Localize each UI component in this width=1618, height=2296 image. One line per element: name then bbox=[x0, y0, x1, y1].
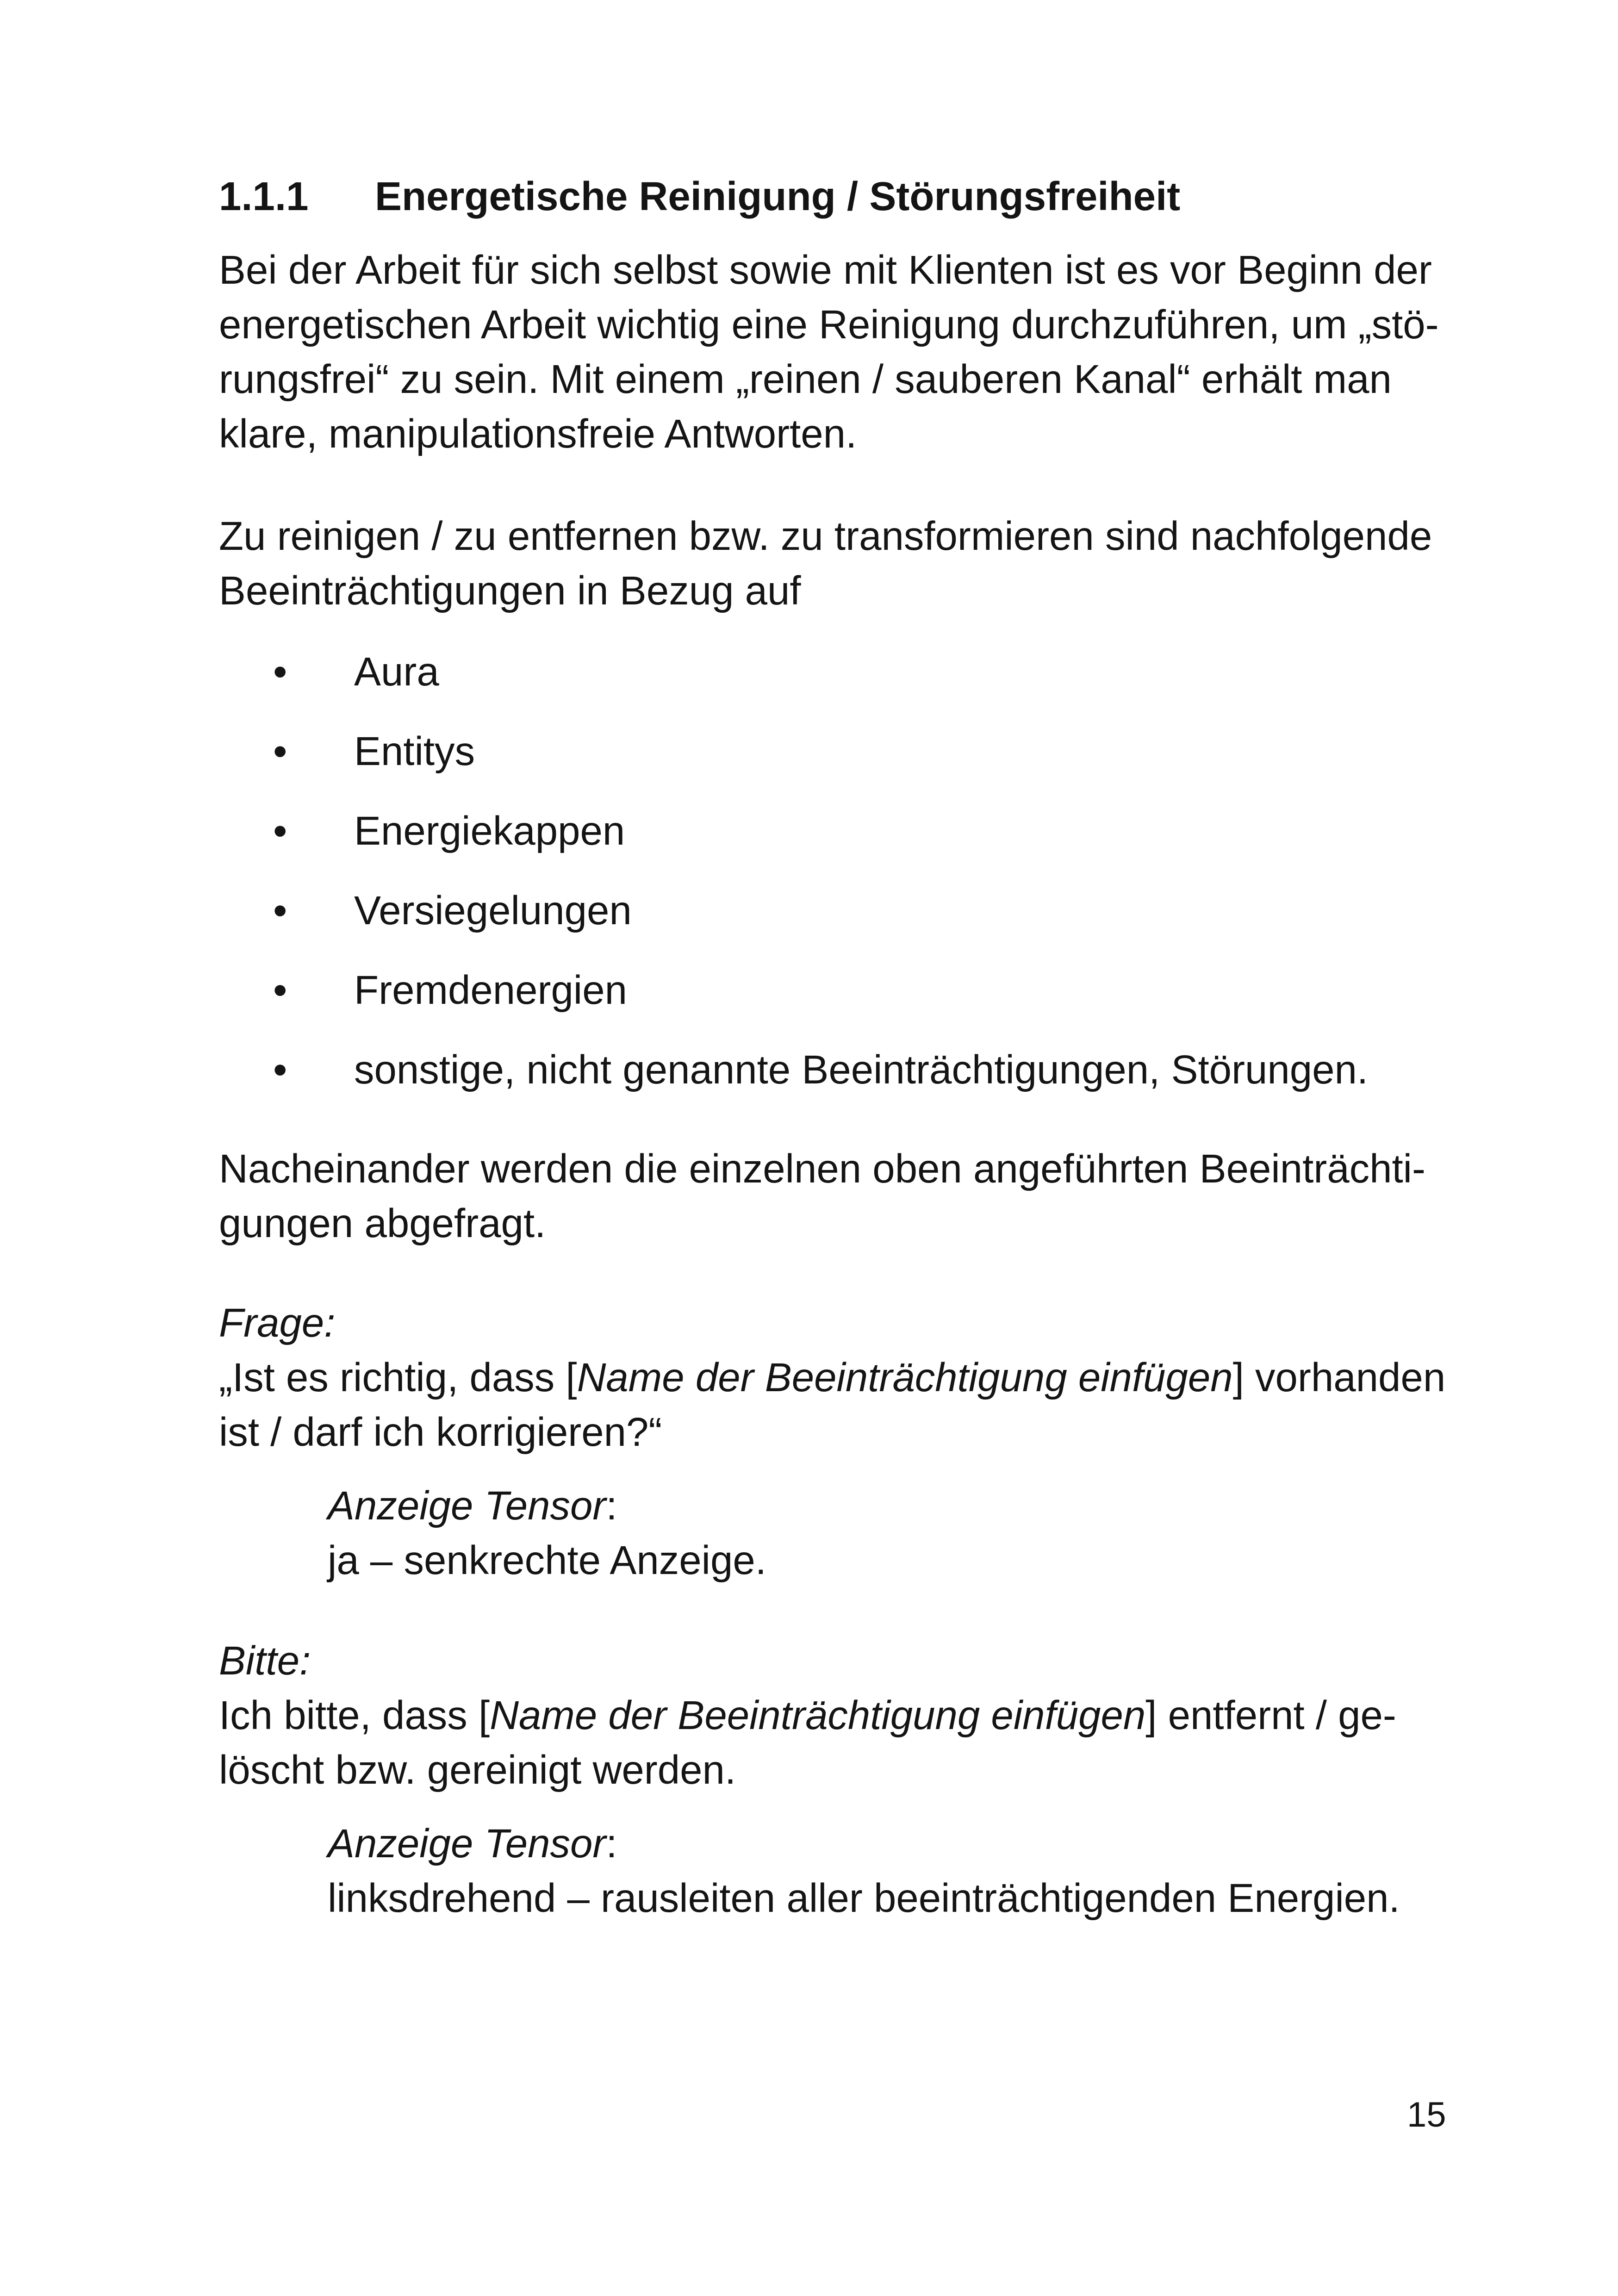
lead-line: Zu reinigen / zu entfernen bzw. zu transformieren sind nachfolgende bbox=[219, 514, 1432, 559]
tensor-label: Anzeige Tensor bbox=[328, 1821, 606, 1866]
list-item-text: sonstige, nicht genannte Beeinträchtigungen, Störungen. bbox=[354, 1047, 1369, 1092]
section-heading bbox=[219, 169, 1180, 224]
question-placeholder: Name der Beeinträchtigung einfügen bbox=[577, 1355, 1233, 1400]
question-label: Frage: bbox=[219, 1300, 336, 1345]
bullet-icon: • bbox=[273, 1047, 287, 1092]
lead-line: Beeinträchtigungen in Bezug auf bbox=[219, 568, 801, 613]
request-text: ] entfernt / ge- bbox=[1145, 1693, 1396, 1738]
bullet-icon: • bbox=[273, 968, 287, 1013]
request-block bbox=[219, 1634, 1469, 1798]
sequence-line: Nacheinander werden die einzelnen oben angeführten Beeinträchti- bbox=[219, 1146, 1425, 1191]
request-text: Ich bitte, dass [ bbox=[219, 1693, 490, 1738]
page-number: 15 bbox=[1407, 2095, 1446, 2134]
question-tensor-block bbox=[328, 1479, 1577, 1588]
intro-line: rungsfrei“ zu sein. Mit einem „reinen / sauberen Kanal“ erhält man bbox=[219, 357, 1392, 402]
request-tensor-block bbox=[328, 1817, 1577, 1926]
tensor-value: ja – senkrechte Anzeige. bbox=[328, 1538, 766, 1583]
tensor-value: linksdrehend – rausleiten aller beeinträchtigenden Energien. bbox=[328, 1876, 1400, 1921]
question-text: „Ist es richtig, dass [ bbox=[219, 1355, 577, 1400]
tensor-colon: : bbox=[606, 1821, 617, 1866]
question-line bbox=[219, 1350, 1469, 1405]
request-line: löscht bzw. gereinigt werden. bbox=[219, 1748, 736, 1792]
intro-line: klare, manipulationsfreie Antworten. bbox=[219, 411, 857, 456]
request-label: Bitte: bbox=[219, 1638, 311, 1683]
intro-paragraph bbox=[219, 243, 1469, 461]
tensor-colon: : bbox=[606, 1483, 617, 1528]
sequence-paragraph bbox=[219, 1142, 1469, 1251]
question-text: ] vorhanden bbox=[1232, 1355, 1446, 1400]
request-placeholder: Name der Beeinträchtigung einfügen bbox=[490, 1693, 1146, 1738]
lead-paragraph bbox=[219, 509, 1469, 618]
sequence-line: gungen abgefragt. bbox=[219, 1201, 546, 1246]
tensor-label-line bbox=[328, 1817, 1577, 1871]
question-block bbox=[219, 1296, 1469, 1460]
list-item-text: Fremdenergien bbox=[354, 968, 627, 1013]
tensor-label-line bbox=[328, 1479, 1577, 1533]
question-line: ist / darf ich korrigieren?“ bbox=[219, 1410, 662, 1455]
bullet-icon: • bbox=[273, 649, 287, 694]
bullet-icon: • bbox=[273, 729, 287, 774]
intro-line: energetischen Arbeit wichtig eine Reinigung durchzuführen, um „stö- bbox=[219, 302, 1439, 347]
tensor-label: Anzeige Tensor bbox=[328, 1483, 606, 1528]
section-number: 1.1.1 bbox=[219, 174, 309, 219]
bullet-icon: • bbox=[273, 809, 287, 853]
bullet-icon: • bbox=[273, 888, 287, 933]
list-item-text: Aura bbox=[354, 649, 439, 694]
request-line bbox=[219, 1688, 1469, 1743]
section-title: Energetische Reinigung / Störungsfreiheit bbox=[375, 174, 1181, 219]
list-item-text: Energiekappen bbox=[354, 809, 625, 853]
intro-line: Bei der Arbeit für sich selbst sowie mit Klienten ist es vor Beginn der bbox=[219, 248, 1432, 292]
list-item-text: Versiegelungen bbox=[354, 888, 632, 933]
list-item-text: Entitys bbox=[354, 729, 475, 774]
